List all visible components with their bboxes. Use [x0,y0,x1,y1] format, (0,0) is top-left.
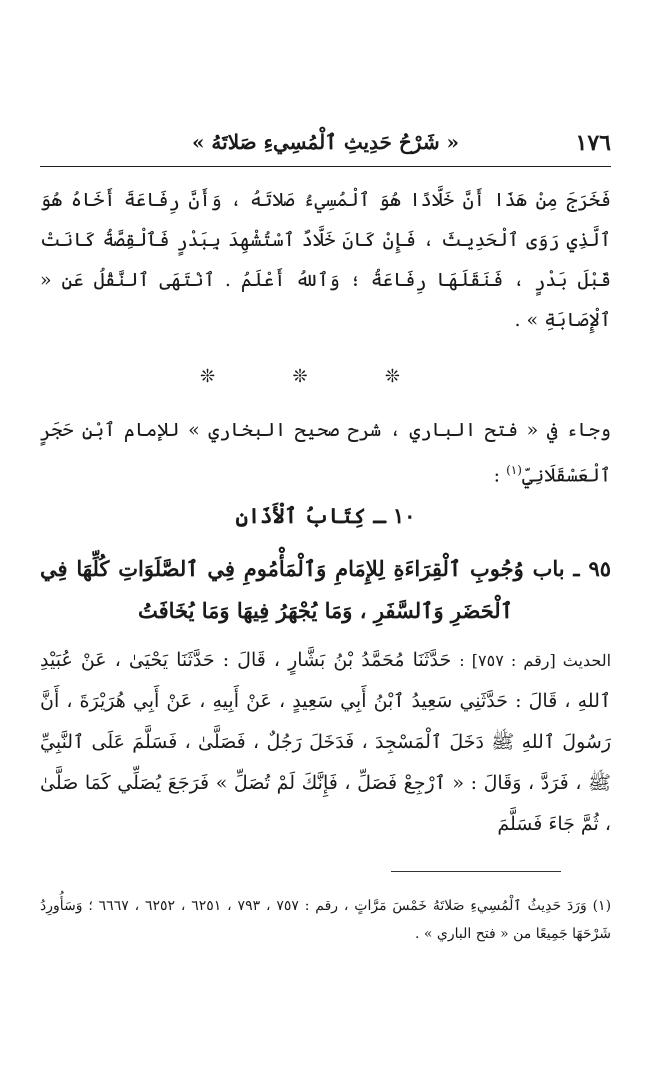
hadith-paragraph [40,640,611,845]
paragraph-2-end: : [493,464,507,487]
chapter-heading: ١٠ ـ كِتَابُ ٱلْأَذَانِ [235,503,416,528]
paragraph-2 [40,410,611,495]
page-header [40,128,611,162]
hadith-text: حَدَّثَنَا مُحَمَّدُ بْنُ بَشَّارٍ ، قَالَ : حَدَّثَنَا يَحْيَىٰ ، عَنْ عُبَيْدِ ٱللهِ ، قَالَ : حَدَّثَنِي سَعِيدُ ٱبْنُ أَبِي سَعِيدٍ ، عَنْ أَبِيهِ ، عَنْ أَبِي هُرَيْرَةَ ، أَنَّ رَسُولَ ٱللهِ ﷺ دَخَلَ ٱلْمَسْجِدَ ، فَدَخَلَ رَجُلٌ ، فَصَلَّىٰ ، فَسَلَّمَ عَلَى ٱلنَّبِيِّ ﷺ ، فَرَدَّ ، وَقَالَ : « ٱرْجِعْ فَصَلِّ ، فَإِنَّكَ لَمْ تُصَلِّ » فَرَجَعَ يُصَلِّي كَمَا صَلَّىٰ ، ثُمَّ جَاءَ فَسَلَّمَ [40,649,611,835]
star-ornament-icon: ❊ [384,366,400,387]
footnote-rule [391,871,561,872]
page-number: ١٧٦ [575,130,611,156]
section-separator [200,366,400,387]
paragraph-2-text: وجاء في « فتح الباري ، شرح صحيح البخاري » للإمام ٱبْنِ حَجَرٍ ٱلْعَسْقَلَانِيِّ [40,419,611,487]
header-rule [40,166,611,167]
paragraph-1: فَخَرَجَ مِنْ هَذَا أَنَّ خَلَّادًا هُوَ ٱلْمُسِيءُ صَلاتَهُ ، وَأَنَّ رِفَاعَةَ أَخَاهُ هُوَ ٱلَّذِي رَوَى ٱلْحَدِيثَ ، فَإِنْ كَانَ خَلَّادٌ ٱسْتُشْهِدَ بِبَدْرٍ فَٱلْقِصَّةُ كَانَتْ قَبْلَ بَدْرٍ ، فَنَقَلَهَا رِفَاعَةُ ؛ وَٱللهُ أَعْلَمُ . ٱنْتَهَى ٱلنَّقْلُ عَنِ « ٱلْإِصَابَةِ » . [40,189,611,331]
star-ornament-icon: ❊ [292,366,308,387]
footnote-marker: (١) [592,898,612,914]
star-ornament-icon: ❊ [200,366,216,387]
footnote-reference[interactable]: (١) [506,463,522,477]
footnote [40,892,611,948]
hadith-label: الحديث [رقم : ٧٥٧] : [459,651,612,670]
running-title: « شَرْحُ حَدِيثِ ٱلْمُسِيءِ صَلاتَهُ » [191,130,460,154]
footnote-text: وَرَدَ حَدِيثُ ٱلْمُسِيءِ صَلاتَهُ خَمْسَ مَرَّاتٍ ، رقم : ٧٥٧ ، ٧٩٣ ، ٦٢٥١ ، ٦٢٥٢ ، ٦٦٦٧ ؛ وَسَأُورِدُ شَرْحَهَا جَمِيعًا من « فتح الباري » . [40,898,611,942]
bab-heading: ٩٥ ـ باب وُجُوبِ ٱلْقِرَاءَةِ لِلإِمَامِ وَٱلْمَأْمُومِ فِي ٱلصَّلَوَاتِ كُلِّهَا فِي ٱلْحَضَرِ وَٱلسَّفَرِ ، وَمَا يُجْهَرُ فِيهَا وَمَا يُخَافَتُ [40,556,611,623]
